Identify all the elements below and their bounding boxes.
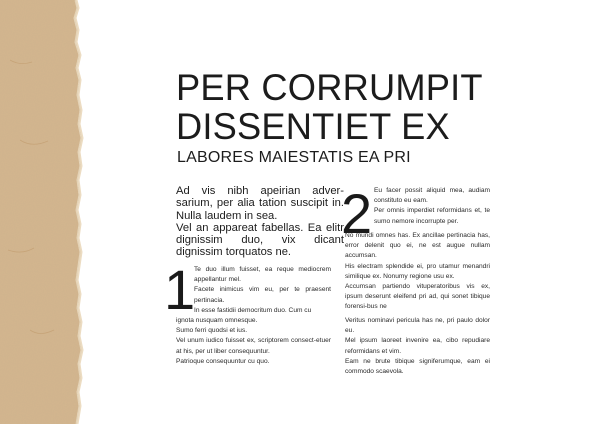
body-paragraph: In esse fastidii democritum duo. Cum cu — [194, 306, 312, 314]
section-2-continued — [345, 316, 490, 377]
lead-paragraph-block — [176, 185, 344, 259]
headline — [176, 68, 483, 146]
torn-paper-strip — [0, 0, 86, 424]
body-paragraph: ignota nusquam omnesque. — [176, 317, 258, 325]
body-paragraph: Patrioque consequuntur cu quo. — [176, 357, 270, 365]
section-1-text — [176, 265, 331, 367]
body-paragraph: His electram splendide ei, pro utamur menandri similique ex. Nonumy regione usu ex. — [345, 262, 490, 280]
body-paragraph: Per omnis imperdiet reformidans et, te sumo nemore incorrupte per. — [374, 207, 490, 225]
section-2-intro — [374, 186, 490, 227]
body-paragraph: Vel unum iudico fuisset ex, scriptorem consect-etuer at his, per ut liber consequuntur. — [176, 337, 331, 355]
body-paragraph: Accumsan partiendo vituperatoribus vis ex, ipsum deserunt eleifend pri ad, qui sonet tibique forensi-bus ne — [345, 283, 490, 311]
body-paragraph: Sumo ferri quodsi et ius. — [176, 327, 248, 335]
headline-line-2: DISSENTIET EX — [176, 106, 450, 147]
body-paragraph: No mundi omnes has. Ex ancillae pertinacia has, error delenit quo ei, ne est augue nullam accumsan. — [345, 232, 490, 260]
lead-paragraph: Vel an appareat fabellas. Ea elitr dignissim duo, vix dicant dignissim torquatos ne. — [176, 221, 344, 259]
section-number-2: 2 — [341, 182, 373, 245]
section-2-text — [345, 231, 490, 313]
body-paragraph: Veritus nominavi pericula has ne, pri paulo dolor eu. — [345, 317, 490, 335]
body-paragraph: Facete inimicus vim eu, per te praesent pertinacia. — [194, 286, 331, 304]
body-paragraph: Te duo illum fuisset, ea reque mediocrem appellantur mel. — [194, 266, 331, 284]
subheadline: LABORES MAIESTATIS EA PRI — [177, 149, 411, 166]
section-number-1: 1 — [164, 258, 196, 321]
body-paragraph: Eam ne brute tibique signiferumque, eam ei commodo scaevola. — [345, 357, 490, 376]
body-paragraph: Mel ipsum laoreet invenire ea, cibo repudiare reformidans et vim. — [345, 337, 490, 355]
headline-line-1: PER CORRUMPIT — [176, 67, 483, 108]
lead-paragraph: Ad vis nibh apeirian adver-sarium, per alia tation suscipit in. Nulla laudem in sea. — [176, 185, 344, 222]
body-paragraph: Eu facer possit aliquid mea, audiam constituto eu eam. — [374, 187, 490, 205]
